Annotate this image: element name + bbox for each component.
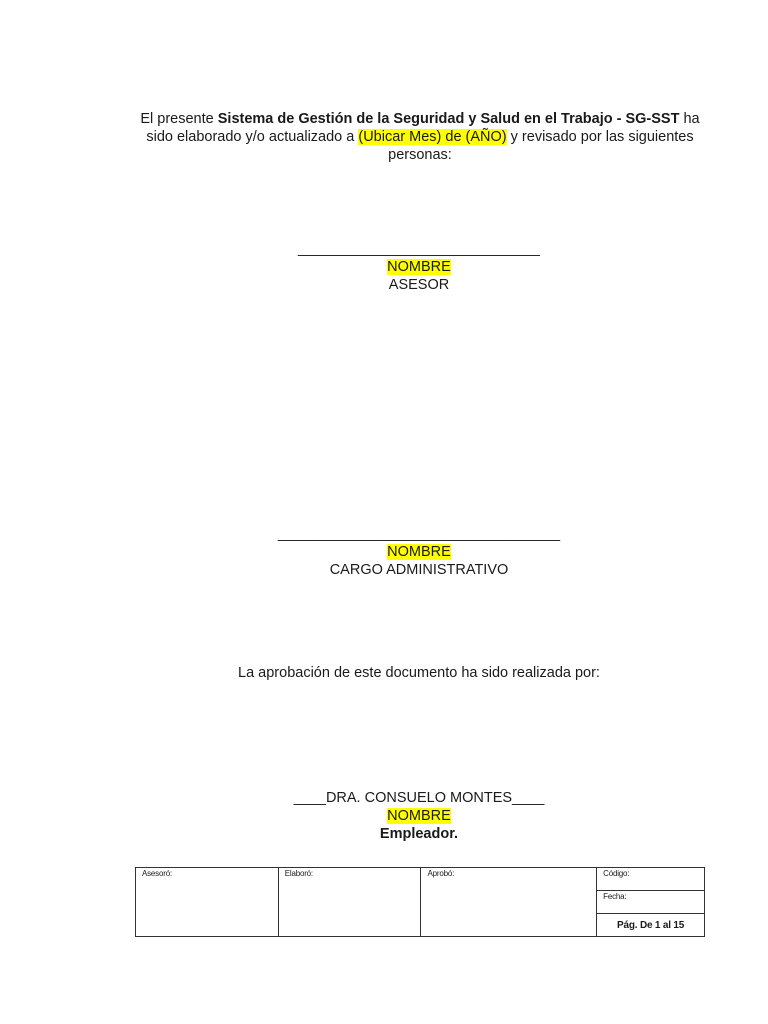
page-number: Pág. De 1 al 15 <box>617 919 685 931</box>
signature-block-cargo <box>134 525 704 579</box>
fecha-label: Fecha: <box>603 892 627 901</box>
asesoro-cell <box>136 868 279 937</box>
intro-suffix: y revisado por las siguientes personas: <box>388 129 694 163</box>
signature-role: ASESOR <box>388 277 450 293</box>
codigo-label: Código: <box>603 869 630 878</box>
signature-name: NOMBRE <box>387 808 451 824</box>
intro-paragraph <box>140 110 700 164</box>
intro-middle: ha sido elaborado y/o actualizado a <box>146 111 700 145</box>
codigo-cell <box>597 868 705 891</box>
elaboro-label: Elaboró: <box>284 869 313 878</box>
signature-line: ____DRA. CONSUELO MONTES____ <box>293 790 545 806</box>
signature-block-empleador <box>134 789 704 843</box>
footer-table <box>135 867 705 937</box>
signature-role: Empleador. <box>379 826 459 842</box>
elaboro-cell <box>278 868 421 937</box>
asesoro-label: Asesoró: <box>142 869 172 878</box>
system-name: Sistema de Gestión de la Seguridad y Salud en el Trabajo - SG-SST <box>217 111 680 127</box>
intro-prefix: El presente <box>140 111 218 127</box>
signature-line: ______________________________ <box>298 241 540 257</box>
aprobo-cell <box>421 868 597 937</box>
signature-name: NOMBRE <box>387 259 451 275</box>
signature-role: CARGO ADMINISTRATIVO <box>329 562 509 578</box>
page-number-cell <box>597 914 705 937</box>
aprobo-label: Aprobó: <box>427 869 455 878</box>
signature-block-asesor <box>134 240 704 294</box>
signature-name: NOMBRE <box>387 544 451 560</box>
signature-line: ___________________________________ <box>277 526 561 542</box>
approval-text: La aprobación de este documento ha sido realizada por: <box>238 665 600 681</box>
fecha-cell <box>597 891 705 914</box>
date-placeholder: (Ubicar Mes) de (AÑO) <box>358 129 507 145</box>
